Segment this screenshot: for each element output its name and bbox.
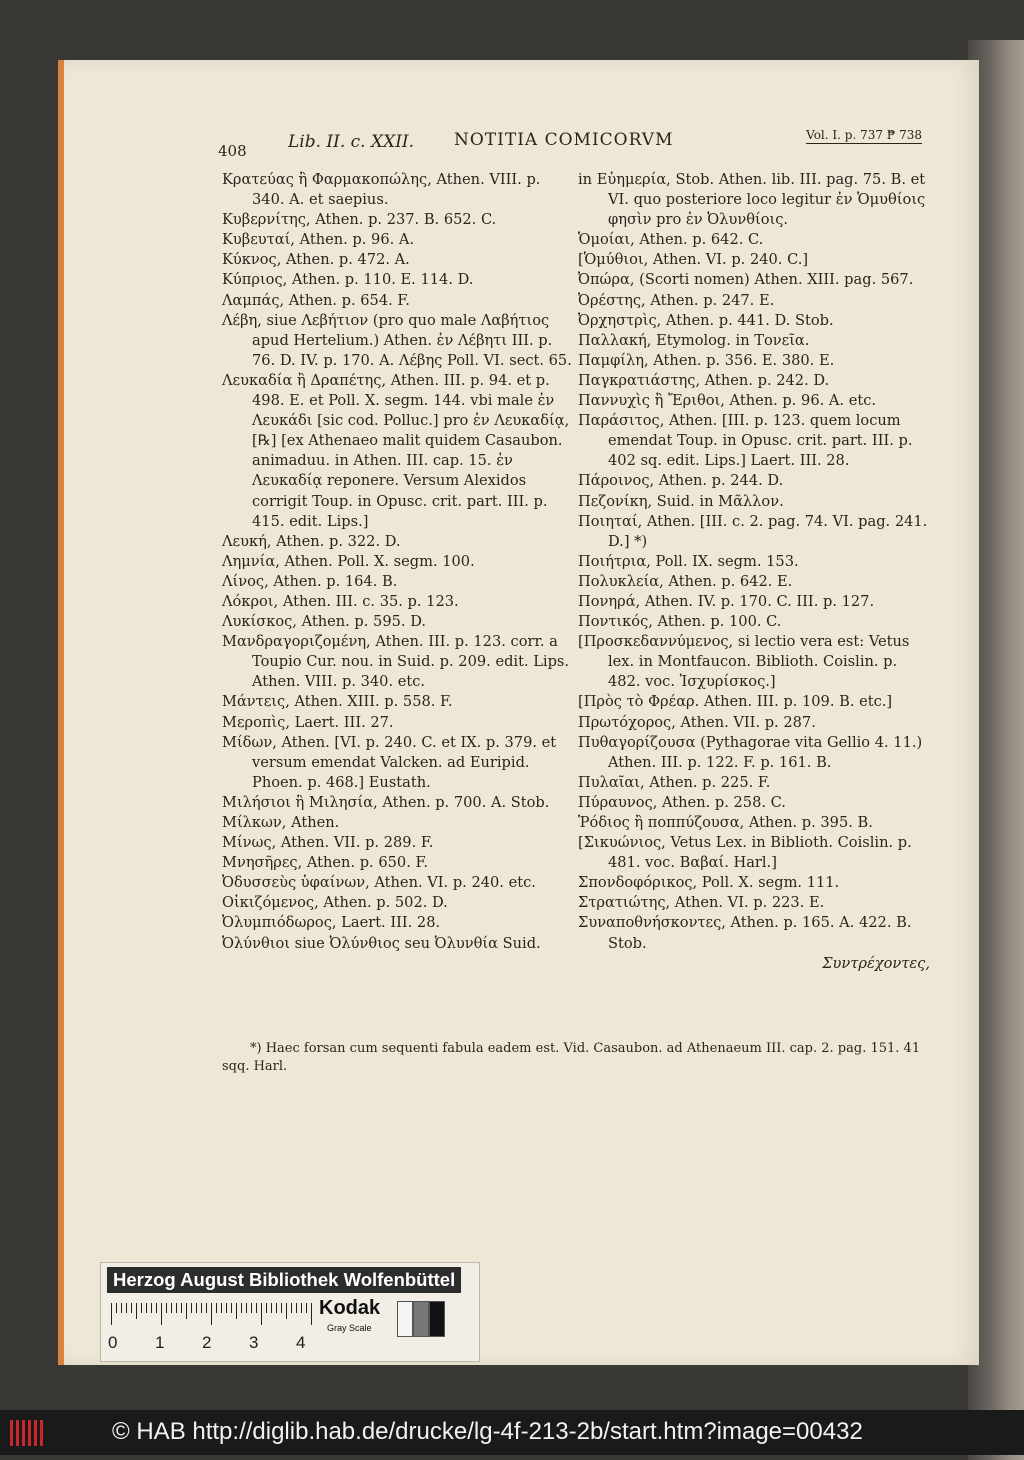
ruler-tick	[266, 1303, 267, 1313]
index-entry	[578, 572, 930, 592]
volume-reference: Vol. I. p. 737 ₱ 738	[806, 128, 922, 142]
entry-reference: Laert. III. 27.	[290, 713, 394, 731]
entry-title: Λίνος,	[222, 572, 269, 590]
right-column	[578, 170, 930, 974]
ruler-tick	[241, 1303, 242, 1313]
ruler-tick	[151, 1303, 152, 1313]
kodak-logo: Kodak	[319, 1297, 381, 1319]
index-entry	[222, 291, 572, 311]
entry-title: Οἰκιζόμενος,	[222, 894, 319, 912]
entry-title: Ποντικός,	[578, 613, 653, 631]
entry-title: Λευκαδία ἢ Δραπέτης,	[222, 371, 387, 389]
entry-title: [Πρὸς τὸ Φρέαρ.	[578, 693, 700, 711]
ruler-number: 1	[155, 1333, 165, 1352]
entry-reference: Athen. p. 247. E.	[645, 291, 775, 309]
ruler-tick	[231, 1303, 232, 1313]
entry-reference: Poll. IX. segm. 153.	[650, 552, 799, 570]
entry-reference: Athen. III. p. 123. corr. a Toupio Cur. nou. in Suid. p. 209. edit. Lips. Athen. VIII. p. 340. etc.	[252, 633, 570, 691]
ruler-tick	[271, 1303, 272, 1313]
entry-reference: Athen. III. p. 109. B. etc.]	[699, 693, 893, 711]
entry-reference: Suid. in Μᾶλλον.	[652, 492, 784, 510]
entry-reference: Athen. p. 237. B. 652. C.	[310, 211, 497, 229]
entry-reference: Athen. p. 242. D.	[700, 371, 830, 389]
index-entry	[578, 351, 930, 371]
entry-title: Παλλακή,	[578, 331, 652, 349]
index-entry	[222, 833, 572, 853]
entry-title: Ῥόδιος ἢ ποππύζουσα,	[578, 814, 745, 831]
citation-url[interactable]: © HAB http://diglib.hab.de/drucke/lg-4f-213-2b/start.htm?image=00432	[112, 1418, 863, 1445]
entry-title: Μίνως,	[222, 834, 277, 852]
index-entry	[222, 270, 572, 290]
entry-reference: Athen. p. 165. A. 422. B. Stob.	[608, 914, 912, 952]
entry-title: Ὀρχηστρὶς,	[578, 311, 662, 329]
index-entry	[578, 913, 930, 953]
entry-reference: Athen.	[286, 814, 340, 831]
entry-title: Λημνία,	[222, 552, 280, 570]
ruler-tick	[256, 1303, 257, 1313]
index-entry	[578, 270, 930, 290]
ruler-tick	[236, 1303, 237, 1319]
entry-title: Λέβη,	[222, 311, 262, 329]
ruler-tick	[191, 1303, 192, 1313]
entry-reference: Athen. p. 244. D.	[654, 472, 784, 490]
entry-reference: in Εὐημερία, Stob. Athen. lib. III. pag. 75. B. et VI. quo posteriore loco legitur ἐν Ὁμυθίοις φησὶν pro ἐν Ὀλυνθίοις.	[578, 171, 926, 229]
running-title: NOTITIA COMICORVM	[454, 130, 674, 150]
index-entry	[222, 692, 572, 712]
entry-title: Ὀρέστης,	[578, 291, 646, 309]
ruler-tick	[281, 1303, 282, 1313]
index-entry	[578, 893, 930, 913]
entry-title: Κυβευταί,	[222, 231, 295, 249]
footer-bar	[0, 1410, 1024, 1455]
entry-title: Λόκροι,	[222, 592, 279, 610]
entry-title: Κύπριος,	[222, 271, 288, 289]
ruler-tick	[206, 1303, 207, 1313]
ruler-tick	[121, 1303, 122, 1313]
entry-title: Παμφίλη,	[578, 351, 649, 369]
entry-title: Σπονδοφόρικος,	[578, 874, 698, 892]
index-entry	[222, 813, 572, 833]
entry-reference: Athen. p. 96. A. etc.	[724, 392, 877, 410]
ruler-tick	[246, 1303, 247, 1313]
ruler-tick	[156, 1303, 157, 1313]
entry-title: [Ὁμύθιοι,	[578, 251, 649, 269]
entry-reference: Athen. III. c. 35. p. 123.	[278, 592, 459, 610]
section-reference: Lib. II. c. XXII.	[288, 132, 415, 152]
index-entry	[578, 391, 930, 411]
index-entry	[578, 713, 930, 733]
index-entry	[578, 733, 930, 773]
footnote: *) Haec forsan cum sequenti fabula eadem est. Vid. Casaubon. ad Athenaeum III. cap. 2. pag. 151. 41 sqq. Harl.	[222, 1041, 921, 1074]
entry-title: Ὀλύνθιοι	[222, 934, 290, 952]
entry-title: [Σικυώνιος,	[578, 834, 666, 852]
library-name: Herzog August Bibliothek Wolfenbüttel	[107, 1267, 461, 1293]
entry-reference: Athen. [III. p. 123. quem locum emendat Toup. in Opusc. crit. part. III. p. 402 sq. edit. Lips.] Laert. III. 28.	[608, 412, 913, 470]
index-entry	[222, 913, 572, 933]
ruler-tick	[286, 1303, 287, 1319]
index-entry	[222, 532, 572, 552]
ruler-tick	[301, 1303, 302, 1313]
index-entry	[578, 873, 930, 893]
entry-title: Λυκίσκος,	[222, 613, 297, 631]
ruler-tick	[141, 1303, 142, 1313]
entry-reference: Athen. VIII. p. 340. A. et saepius.	[252, 171, 541, 209]
ruler-tick	[181, 1303, 182, 1313]
ruler-tick	[276, 1303, 277, 1313]
entry-title: Πύραυνος,	[578, 793, 658, 811]
index-entry	[578, 492, 930, 512]
entry-reference: Athen. p. 472. A.	[281, 251, 410, 269]
ruler-tick	[176, 1303, 177, 1313]
entry-title: Κρατεύας ἢ Φαρμακοπώλης,	[222, 171, 432, 188]
ruler-tick	[261, 1303, 262, 1325]
index-entry	[222, 170, 572, 210]
entry-title: Κυβερνίτης,	[222, 211, 311, 229]
entry-title: Κύκνος,	[222, 251, 282, 269]
entry-reference: Athen. p. 96. A.	[294, 231, 415, 249]
ruler-tick	[291, 1303, 292, 1313]
entry-title: Μιλήσιοι ἢ Μιλησία,	[222, 793, 378, 811]
gray-swatch-light	[397, 1301, 413, 1337]
entry-reference: Athen. p. 642. C.	[634, 231, 764, 249]
entry-reference: (Pythagorae vita Gellio 4. 11.) Athen. III. p. 122. F. p. 161. B.	[608, 733, 923, 771]
entry-reference: Athen. IV. p. 170. C. III. p. 127.	[640, 592, 875, 610]
entry-reference: Athen. p. 595. D.	[296, 613, 427, 631]
entry-reference: Athen. III. p. 94. et p. 498. E. et Poll. X. segm. 144. vbi male ἐν Λευκάδι [sic cod. Polluc.] pro ἐν Λευκαδίᾳ, [℞] [ex Athenaeo malit quidem Casaubon. animaduu. in Athen. III. cap. 15. ἐν Λευκαδίᾳ reponere. Versum Alexidos corrigit Toup. in Opusc. crit. part. III. p. 415. edit. Lips.]	[252, 371, 570, 530]
entry-reference: Athen. p. 322. D.	[271, 532, 401, 550]
ruler-number: 4	[296, 1333, 306, 1352]
index-entry	[578, 813, 930, 833]
index-entry	[578, 230, 930, 250]
index-entry	[222, 371, 572, 532]
entry-reference: Athen. p. 258. C.	[657, 793, 786, 811]
ruler-tick	[171, 1303, 172, 1313]
index-entry	[222, 793, 572, 813]
page-number: 408	[218, 142, 247, 160]
entry-reference: Athen. VI. p. 223. E.	[670, 894, 825, 912]
entry-reference: Athen. VII. p. 287.	[675, 713, 816, 731]
entry-title: Παγκρατιάστης,	[578, 371, 701, 389]
entry-title: Ὀδυσσεὺς ὑφαίνων,	[222, 874, 370, 892]
index-entry	[222, 632, 572, 692]
index-entry	[578, 250, 930, 270]
entry-reference: Athen. p. 164. B.	[268, 572, 398, 590]
entry-title: Στρατιώτης,	[578, 894, 671, 912]
ruler-number: 3	[249, 1333, 259, 1352]
ruler-tick	[201, 1303, 202, 1313]
entry-reference: Athen. p. 642. E.	[663, 572, 793, 590]
index-entry	[578, 793, 930, 813]
entry-title: Λαμπάς,	[222, 291, 285, 309]
index-entry	[222, 893, 572, 913]
entry-title: Μίλκων,	[222, 814, 287, 831]
entry-reference: si lectio vera est: Vetus lex. in Montfaucon. Biblioth. Coislin. p. 482. voc. Ἰσχυρίσκος.]	[608, 633, 910, 691]
index-entry	[222, 733, 572, 793]
entry-reference: Athen. p. 654. F.	[284, 291, 410, 309]
entry-reference: Poll. X. segm. 111.	[697, 874, 840, 892]
gray-swatch-dark	[429, 1301, 445, 1337]
index-entry	[578, 311, 930, 331]
entry-reference: Athen. XIII. p. 558. F.	[289, 693, 453, 711]
entry-reference: Athen. p. 356. E. 380. E.	[648, 351, 835, 369]
entry-reference: Athen. p. 100. C.	[652, 613, 782, 631]
entry-title: Πυλαῖαι,	[578, 773, 645, 791]
ruler-tick	[311, 1303, 312, 1325]
entry-reference: siue Ὀλύνθιος seu Ὀλυνθία Suid.	[289, 934, 541, 952]
entry-title: [Προσκεδαννύμενος,	[578, 633, 734, 651]
entry-title: Πάροινος,	[578, 472, 655, 490]
ruler-tick	[161, 1303, 162, 1325]
entry-title: Πονηρά,	[578, 592, 641, 610]
ruler-number: 2	[202, 1333, 212, 1352]
entry-reference: Athen. p. 110. E. 114. D.	[287, 271, 474, 289]
index-entry	[578, 833, 930, 873]
entry-title: Ποιήτρια,	[578, 552, 651, 570]
ruler-tick	[226, 1303, 227, 1313]
index-entry	[578, 632, 930, 692]
entry-title: Παννυχὶς ἢ Ἔριθοι,	[578, 392, 725, 410]
ruler-tick	[196, 1303, 197, 1313]
index-entry	[222, 311, 572, 371]
entry-title: Ὁμοίαι,	[578, 231, 635, 249]
entry-reference: Laert. III. 28.	[336, 914, 441, 932]
ruler-tick	[306, 1303, 307, 1313]
index-entry	[578, 612, 930, 632]
gray-scale-text: Gray Scale	[327, 1323, 372, 1333]
entry-title: Συναποθνήσκοντες,	[578, 914, 726, 932]
index-entry	[578, 170, 930, 230]
ruler-tick	[116, 1303, 117, 1313]
entry-reference: Athen. VI. p. 240. etc.	[369, 874, 536, 892]
index-entry	[222, 853, 572, 873]
ruler-tick	[131, 1303, 132, 1313]
entry-reference: Athen. VI. p. 240. C.]	[648, 251, 809, 269]
ruler-tick	[166, 1303, 167, 1313]
index-entry	[222, 612, 572, 632]
ruler-tick	[296, 1303, 297, 1313]
index-entry	[578, 411, 930, 471]
entry-title: Μεροπὶς,	[222, 713, 290, 731]
index-entry	[222, 230, 572, 250]
entry-title: Παράσιτος,	[578, 412, 665, 430]
gray-swatch-mid	[413, 1301, 429, 1337]
entry-reference: Athen. Poll. X. segm. 100.	[279, 552, 475, 570]
entry-reference: Athen. p. 395. B.	[744, 814, 873, 831]
entry-reference: (Scorti nomen) Athen. XIII. pag. 567.	[634, 271, 914, 289]
ruler-tick	[111, 1303, 112, 1325]
index-entry	[222, 934, 572, 954]
entry-reference: Athen. p. 502. D.	[318, 894, 448, 912]
entry-title: Πρωτόχορος,	[578, 713, 676, 731]
index-entry	[222, 592, 572, 612]
entry-reference: Athen. p. 225. F.	[644, 773, 771, 791]
ruler-number: 0	[108, 1333, 118, 1352]
entry-reference: Vetus Lex. in Biblioth. Coislin. p. 481. voc. Βαβαί. Harl.]	[608, 834, 912, 872]
entry-reference: Etymolog. in Τονεῖα.	[651, 331, 810, 349]
entry-title: Πυθαγορίζουσα	[578, 733, 696, 751]
index-entry	[578, 773, 930, 793]
ruler-tick	[251, 1303, 252, 1313]
index-entry	[222, 210, 572, 230]
entry-title: Μίδων,	[222, 733, 277, 751]
entry-title: Μανδραγοριζομένη,	[222, 633, 371, 651]
index-entry	[578, 291, 930, 311]
entry-reference: Athen. [VI. p. 240. C. et IX. p. 379. et versum emendat Valcken. ad Euripid. Phoen. p. 468.] Eustath.	[252, 733, 557, 791]
index-entry	[222, 572, 572, 592]
index-entry	[578, 371, 930, 391]
index-entry	[578, 471, 930, 491]
ruler-tick	[216, 1303, 217, 1313]
ruler-tick	[211, 1303, 212, 1325]
entry-reference: Athen. VII. p. 289. F.	[276, 834, 434, 852]
entry-title: Ποιηταί,	[578, 512, 643, 530]
ruler-tick	[186, 1303, 187, 1319]
hab-logo-icon	[8, 1420, 46, 1446]
index-entry	[578, 692, 930, 712]
index-entry	[222, 250, 572, 270]
ruler-tick	[136, 1303, 137, 1319]
page-header	[218, 126, 922, 160]
entry-title: Ὀπώρα,	[578, 271, 635, 289]
index-entry	[578, 552, 930, 572]
entry-reference: siue Λεβήτιον (pro quo male Λαβήτιος apud Hertelium.) Athen. ἐν Λέβητι III. p. 76. D. IV. p. 170. A. Λέβης Poll. VI. sect. 65.	[252, 311, 572, 369]
entry-title: Πολυκλεία,	[578, 572, 664, 590]
entry-title: Μάντεις,	[222, 693, 290, 711]
entry-title: Λευκή,	[222, 532, 272, 550]
left-column	[222, 170, 572, 954]
index-entry	[578, 331, 930, 351]
entry-title: Πεζονίκη,	[578, 492, 653, 510]
entry-reference: Athen. p. 441. D. Stob.	[661, 311, 834, 329]
index-entry	[222, 713, 572, 733]
catchword: Συντρέχοντες,	[822, 954, 930, 972]
ruler-tick	[146, 1303, 147, 1313]
ruler-tick	[221, 1303, 222, 1313]
entry-title: Ὀλυμπιόδωρος,	[222, 914, 337, 932]
index-entry	[578, 592, 930, 612]
index-entry	[222, 552, 572, 572]
color-calibration-label	[100, 1262, 480, 1362]
index-entry	[578, 512, 930, 552]
entry-title: Μνησῆρες,	[222, 854, 303, 872]
entry-reference: Athen. p. 650. F.	[302, 854, 428, 872]
entry-reference: Athen. [III. c. 2. pag. 74. VI. pag. 241. D.] *)	[608, 512, 928, 550]
entry-reference: Athen. p. 700. A. Stob.	[377, 793, 550, 811]
index-entry	[222, 873, 572, 893]
ruler-tick	[126, 1303, 127, 1313]
